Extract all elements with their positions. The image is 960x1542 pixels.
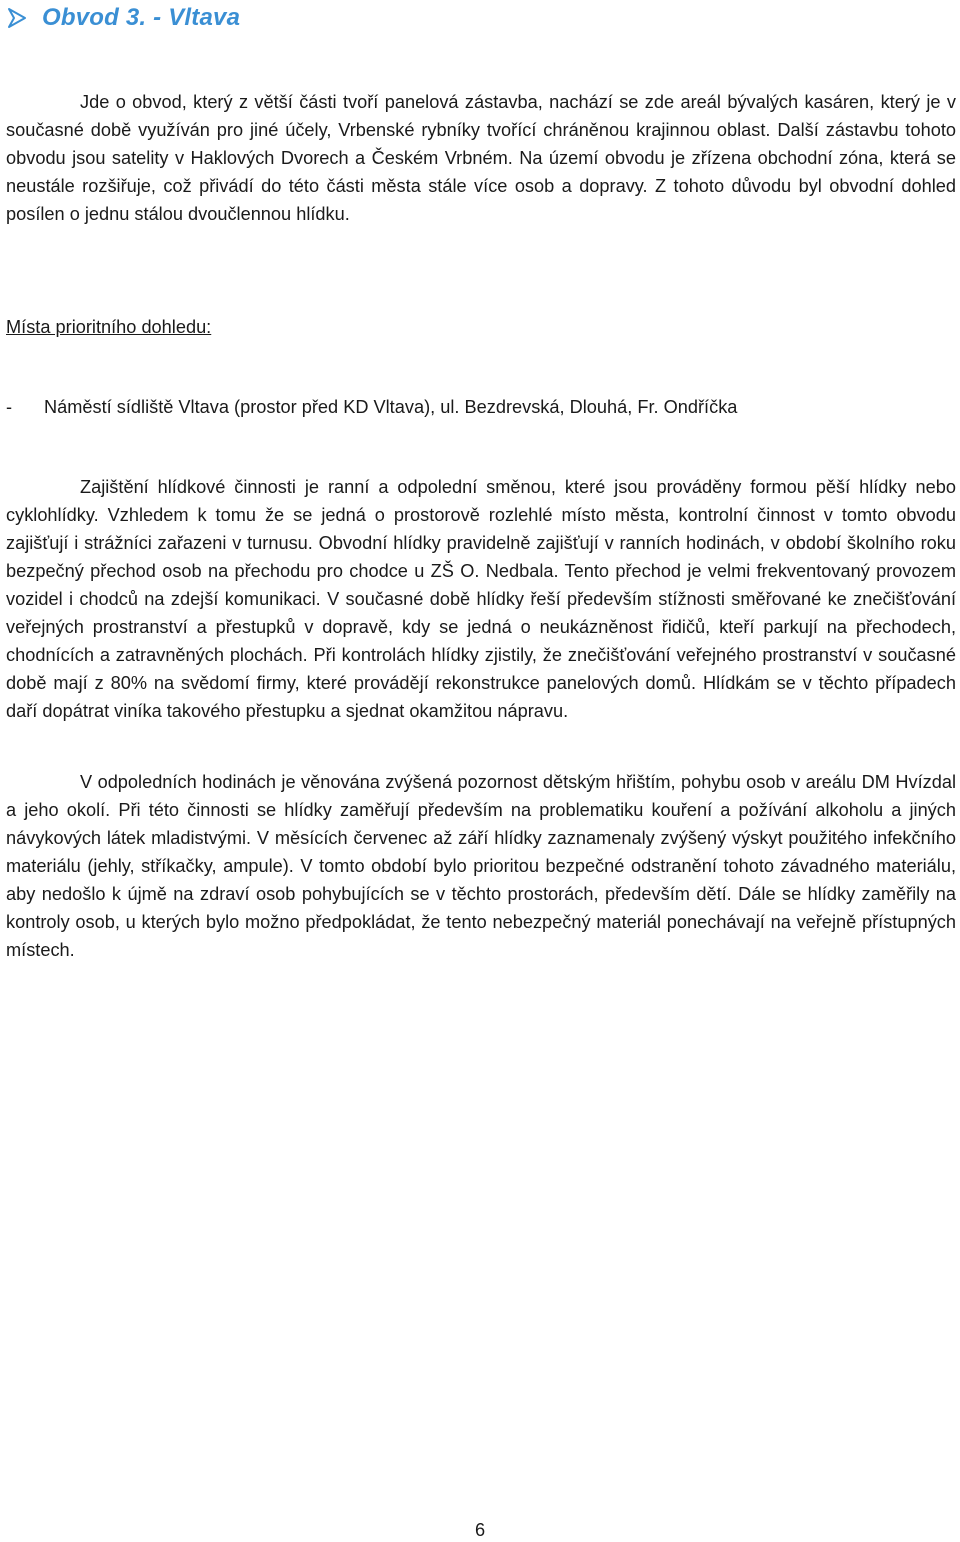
priority-place-text: Náměstí sídliště Vltava (prostor před KD Vltava), ul. Bezdrevská, Dlouhá, Fr. Ondříčka xyxy=(44,397,738,417)
section-heading xyxy=(6,2,240,34)
priority-place-item xyxy=(6,393,737,421)
page-number: 6 xyxy=(474,1520,486,1540)
priority-places-heading: Místa prioritního dohledu: xyxy=(6,317,212,337)
bullet-dash: - xyxy=(6,397,13,417)
arrow-bullet-icon xyxy=(6,7,28,29)
intro-paragraph: Jde o obvod, který z větší části tvoří panelová zástavba, nachází se zde areál bývalých kasáren, který je v současné době využíván pro jiné účely, Vrbenské rybníky tvořící chráněnou krajinnou oblast. Další zástavbu tohoto obvodu jsou satelity v Haklových Dvorech a Českém Vrbném. Na území obvodu je zřízena obchodní zóna, která se neustále rozšiřuje, což přivádí do této části města stále více osob a dopravy. Z tohoto důvodu byl obvodní dohled posílen o jednu stálou dvoučlennou hlídku. xyxy=(6,92,956,224)
afternoon-paragraph: V odpoledních hodinách je věnována zvýšená pozornost dětským hřištím, pohybu osob v areálu DM Hvízdal a jeho okolí. Při této činnosti se hlídky zaměřují především na problematiku kouření a požívání alkoholu a jiných návykových látek mladistvými. V měsících červenec až září hlídky zaznamenaly zvýšený výskyt použitého infekčního materiálu (jehly, stříkačky, ampule). V tomto období bylo prioritou bezpečné odstranění tohoto závadného materiálu, aby nedošlo k újmě na zdraví osob pohybujících se v těchto prostorách, především dětí. Dále se hlídky zaměřily na kontroly osob, u kterých bylo možno předpokládat, že tento nebezpečný materiál ponechávají na veřejně přístupných místech. xyxy=(6,772,956,960)
patrol-paragraph: Zajištění hlídkové činnosti je ranní a odpolední směnou, které jsou prováděny formou pěší hlídky nebo cyklohlídky. Vzhledem k tomu že se jedná o prostorově rozlehlé místo města, kontrolní činnost v tomto obvodu zajišťují i strážníci zařazeni v turnusu. Obvodní hlídky pravidelně zajišťují v ranních hodinách, v období školního roku bezpečný přechod osob na přechodu pro chodce u ZŠ O. Nedbala. Tento přechod je velmi frekventovaný provozem vozidel i chodců na zdejší komunikaci. V současné době hlídky řeší především stížnosti směřované ke znečišťování veřejných prostranství a přestupků v dopravě, kdy se jedná o neukázněnost řidičů, kteří parkují na přechodech, chodnících a zatravněných plochách. Při kontrolách hlídky zjistily, že znečišťování veřejného prostranství v současné době mají z 80% na svědomí firmy, které provádějí rekonstrukce panelových domů. Hlídkám se v těchto případech daří dopátrat viníka takového přestupku a sjednat okamžitou nápravu. xyxy=(6,477,956,721)
section-title: Obvod 3. - Vltava xyxy=(42,4,241,31)
